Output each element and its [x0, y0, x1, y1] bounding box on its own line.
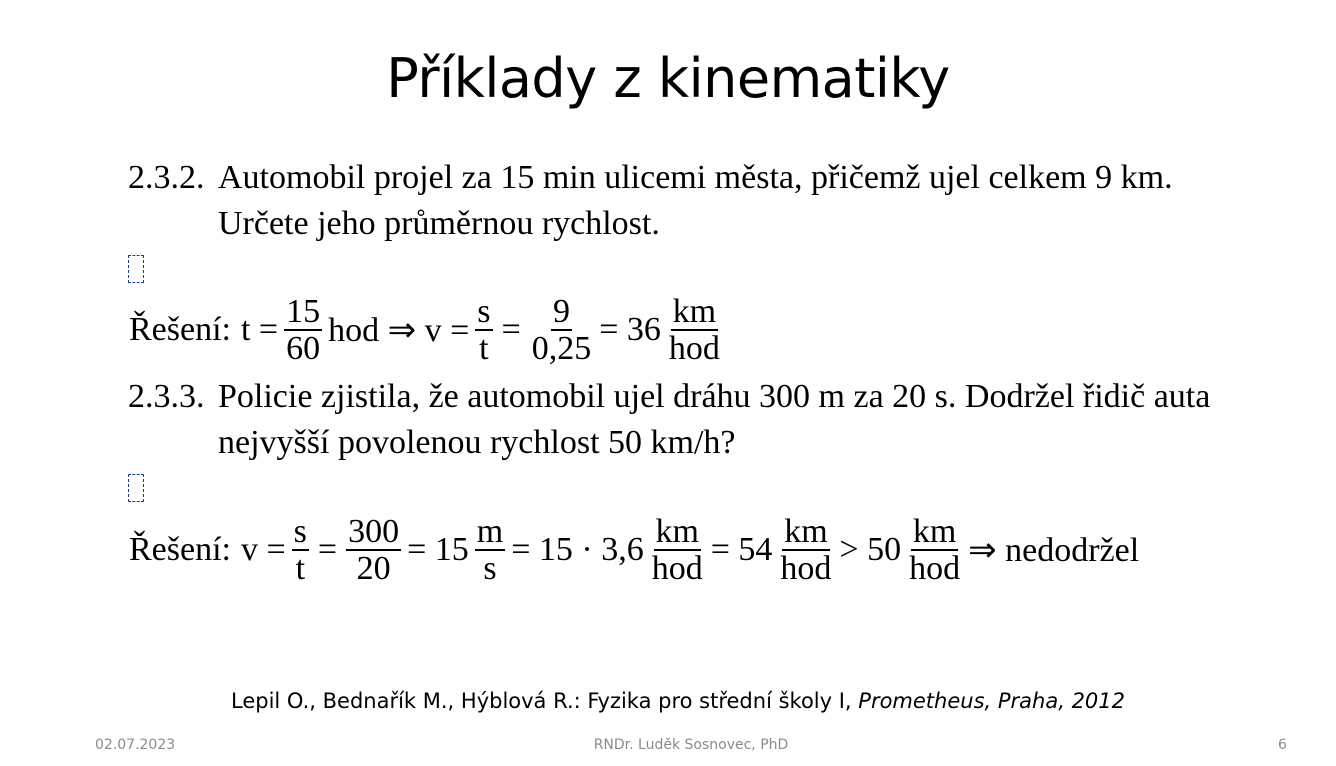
fraction-km-numerator: km: [655, 513, 699, 550]
fraction-km-numerator: km: [672, 293, 717, 330]
fraction-km-hod-2: [778, 514, 833, 586]
citation: [0, 686, 1336, 716]
problem-1-line-1: [128, 158, 1173, 198]
solution-2-eq-54: = 54: [710, 531, 773, 568]
fraction-300-over-20: [346, 514, 401, 586]
citation-authors: Lepil O., Bednařík M., Hýblová R.: Fyzika pro střední školy I,: [230, 689, 852, 713]
citation-publisher: Prometheus, Praha, 2012: [858, 689, 1126, 713]
fraction-km-hod-3: [907, 514, 962, 586]
fraction-hod-denominator: hod: [780, 550, 832, 587]
problem-2-text-1: Policie zjistila, že automobil ujel dráhu 300 m za 20 s. Dodržel řidič auta: [218, 378, 1211, 415]
fraction-s-numerator: s: [477, 293, 491, 330]
fraction-s-denominator: s: [483, 550, 497, 587]
solution-2-result: ⇒ nedodržel: [968, 532, 1140, 569]
problem-2-line-1: [128, 377, 1210, 417]
fraction-hod-denominator: hod: [909, 550, 961, 587]
fraction-t-var-denominator: t: [479, 330, 489, 367]
image-placeholder-icon: [128, 474, 144, 502]
fraction-9-over-025: [530, 294, 594, 366]
footer-date: 02.07.2023: [95, 737, 176, 753]
problem-1-text-1: Automobil projel za 15 min ulicemi města, přičemž ujel celkem 9 km.: [218, 159, 1173, 196]
solution-1: [128, 290, 727, 370]
solution-2-label: Řešení:: [129, 531, 231, 568]
solution-2-gt-50: > 50: [839, 531, 902, 568]
fraction-hod-denominator: hod: [668, 330, 720, 367]
footer-author: RNDr. Luděk Sosnovec, PhD: [593, 737, 789, 753]
solution-2-v-eq: v =: [240, 531, 286, 568]
fraction-km-numerator: km: [912, 513, 957, 550]
fraction-km-hod: [667, 294, 722, 366]
fraction-9-numerator: 9: [552, 293, 570, 330]
solution-2-eq-mult: = 15 · 3,6: [511, 531, 644, 568]
problem-2-line-2: nejvyšší povolenou rychlost 50 km/h?: [218, 424, 736, 461]
fraction-300-numerator: 300: [348, 513, 400, 550]
fraction-t-denominator: t: [295, 550, 306, 587]
page-number: 6: [1278, 737, 1287, 753]
fraction-s-over-t: [475, 294, 492, 366]
problem-2-number: 2.3.3.: [128, 378, 205, 415]
fraction-m-over-s: [475, 514, 505, 586]
fraction-s-numerator: s: [293, 513, 307, 550]
problem-1-line-2: Určete jeho průměrnou rychlost.: [218, 205, 660, 242]
fraction-m-numerator: m: [476, 513, 504, 550]
solution-1-t-eq: t =: [240, 311, 279, 348]
fraction-t-numerator: 15: [286, 293, 321, 330]
solution-2-eq-1: =: [317, 531, 338, 568]
slide-title: Příklady z kinematiky: [386, 47, 950, 110]
fraction-t: [284, 294, 322, 366]
fraction-20-denominator: 20: [356, 550, 391, 587]
solution-2-eq-15: = 15: [407, 531, 469, 568]
solution-1-hod-implies: hod ⇒ v =: [328, 312, 470, 349]
problem-1-number: 2.3.2.: [128, 159, 205, 196]
fraction-t-denominator: 60: [286, 330, 321, 367]
fraction-025-denominator: 0,25: [531, 330, 592, 367]
solution-1-eq-1: =: [501, 311, 521, 348]
fraction-km-hod-1: [650, 514, 705, 586]
fraction-km-numerator: km: [784, 513, 828, 550]
fraction-s-over-t: [292, 514, 309, 586]
fraction-hod-denominator: hod: [651, 550, 703, 587]
image-placeholder-icon: [128, 255, 144, 283]
solution-1-eq-36: = 36: [599, 311, 661, 348]
solution-1-label: Řešení:: [129, 311, 231, 348]
solution-2: [128, 510, 1140, 590]
